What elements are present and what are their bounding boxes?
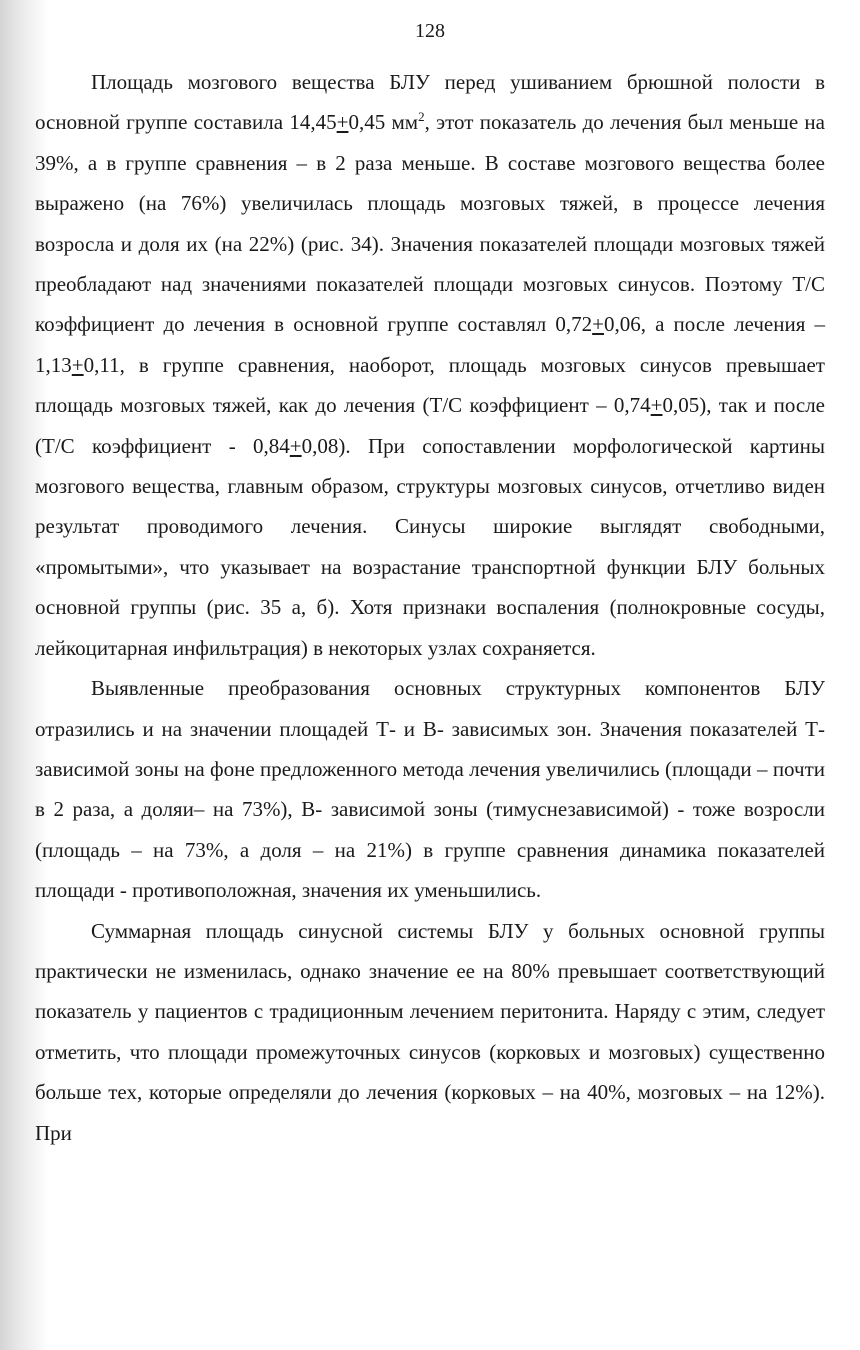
text-run: 0,08). При сопоставлении морфологической картины мозгового вещества, главным образом, структуры мозговых синусов, отчетливо виден результат проводимого лечения. Синусы широкие выглядят свободными, «промытыми», что указывает на возрастание транспортной функции БЛУ больных основной группы (рис. 35 а, б). Хотя признаки воспаления (полнокровные сосуды, лейкоцитарная инфильтрация) в некоторых узлах сохраняется. xyxy=(35,433,826,660)
text-run: Площадь мозгового вещества БЛУ перед ушиванием брюшной полости в основной группе составила 14,45 xyxy=(35,70,825,135)
paragraph xyxy=(35,62,825,668)
text-run: Выявленные преобразования основных структурных компонентов БЛУ отразились и на значении площадей Т- и В- зависимых зон. Значения показателей Т- зависимой зоны на фоне предложенного метода лечения увеличились (площади – почти в 2 раза, а доляи– на 73%), В- зависимой зоны (тимуснезависимой) - тоже возросли (площадь – на 73%, а доля – на 21%) в группе сравнения динамика показателей площади - противоположная, значения их уменьшились. xyxy=(35,676,825,903)
paragraph xyxy=(35,911,825,1153)
text-run: 0,11, в группе сравнения, наоборот, площадь мозговых синусов превышает площадь мозговых тяжей, как до лечения (Т/С коэффициент – 0,74 xyxy=(35,352,825,418)
plus-minus-sign: + xyxy=(289,433,302,458)
paragraph xyxy=(35,668,825,910)
plus-minus-sign: + xyxy=(592,312,604,337)
plus-minus-sign: + xyxy=(650,393,663,418)
plus-minus-sign: + xyxy=(71,352,84,377)
text-run: Суммарная площадь синусной системы БЛУ у больных основной группы практически не изменилась, однако значение ее на 80% превышает соответствующий показатель у пациентов с традиционным лечением перитонита. Наряду с этим, следует отметить, что площади промежуточных синусов (корковых и мозговых) существенно больше тех, которые определяли до лечения (корковых – на 40%, мозговых – на 12%). При xyxy=(35,918,825,1145)
text-run: 0,45 мм xyxy=(348,110,419,135)
text-run: , этот показатель до лечения был меньше на 39%, а в группе сравнения – в 2 раза меньше. В составе мозгового вещества более выражено (на 76%) увеличилась площадь мозговых тяжей, в процессе лечения возросла и доля их (на 22%) (рис. 34). Значения показателей площади мозговых тяжей преобладают над значениями показателей площади мозговых синусов. Поэтому Т/С коэффициент до лечения в основной группе составлял 0,72 xyxy=(35,110,825,337)
text-run: 0,06, а после лечения – 1,13 xyxy=(35,312,825,377)
text-run: 0,05), так и после (Т/С коэффициент - 0,84 xyxy=(35,393,825,458)
superscript: 2 xyxy=(418,109,425,125)
page-number: 128 xyxy=(415,20,445,42)
plus-minus-sign: + xyxy=(336,110,349,135)
body-text xyxy=(35,62,825,1153)
